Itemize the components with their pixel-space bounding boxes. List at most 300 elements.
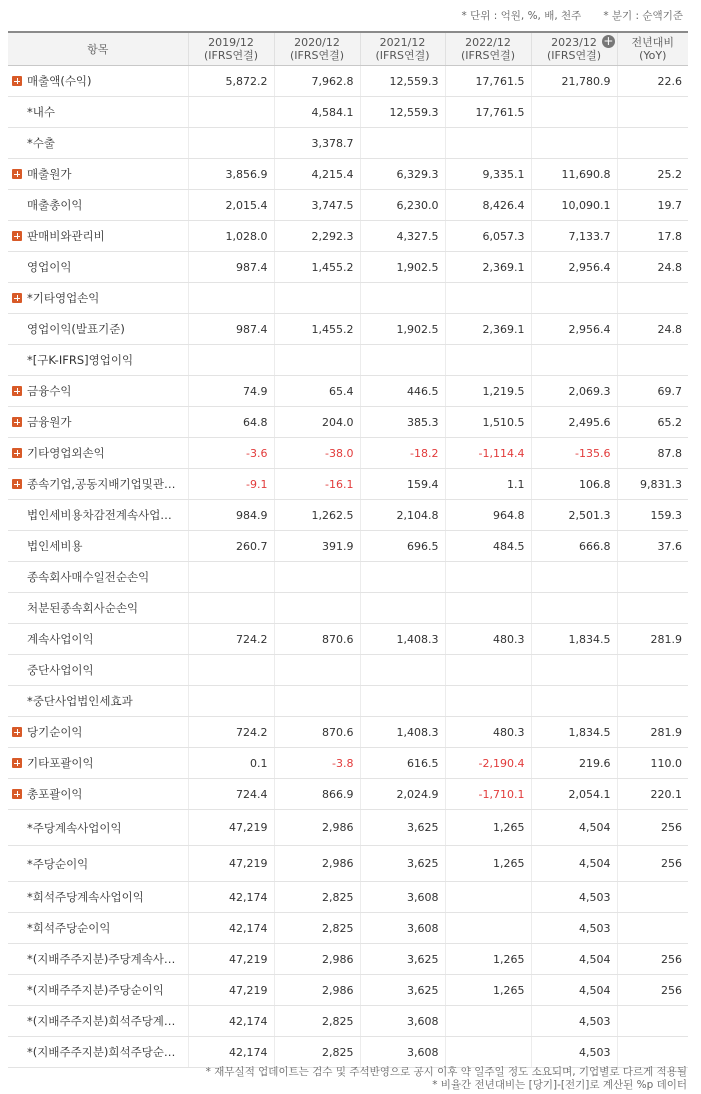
value-cell: 2,369.1	[445, 314, 531, 345]
table-row	[8, 748, 688, 779]
table-row	[8, 686, 688, 717]
value-cell	[617, 686, 688, 717]
value-cell: -38.0	[274, 438, 360, 469]
value-cell: 6,329.3	[360, 159, 445, 190]
value-cell	[445, 128, 531, 159]
row-label: *(지배주주지분)주당계속사…	[27, 952, 176, 966]
row-label-cell	[8, 810, 188, 846]
value-cell	[188, 562, 274, 593]
plus-square-icon[interactable]	[12, 479, 22, 489]
value-cell: 4,503	[531, 913, 617, 944]
table-row	[8, 159, 688, 190]
row-label: 기타포괄이익	[27, 756, 94, 770]
row-label-cell	[8, 562, 188, 593]
value-cell	[531, 283, 617, 314]
value-cell: 17.8	[617, 221, 688, 252]
value-cell	[445, 686, 531, 717]
value-cell: 1,902.5	[360, 314, 445, 345]
value-cell: 42,174	[188, 1006, 274, 1037]
row-label-cell	[8, 944, 188, 975]
row-label: *주당순이익	[27, 856, 89, 871]
value-cell: 2,054.1	[531, 779, 617, 810]
value-cell: 3,625	[360, 810, 445, 846]
row-label-cell	[8, 97, 188, 128]
value-cell: 2,956.4	[531, 314, 617, 345]
value-cell: -2,190.4	[445, 748, 531, 779]
value-cell: 47,219	[188, 810, 274, 846]
row-label: *수출	[27, 136, 55, 150]
plus-square-icon[interactable]	[12, 293, 22, 303]
value-cell	[617, 345, 688, 376]
value-cell: -1,710.1	[445, 779, 531, 810]
value-cell	[445, 882, 531, 913]
value-cell: 480.3	[445, 717, 531, 748]
value-cell: 42,174	[188, 1037, 274, 1068]
table-row	[8, 376, 688, 407]
row-label-cell[interactable]	[8, 66, 188, 97]
plus-square-icon[interactable]	[12, 76, 22, 86]
value-cell: 2,986	[274, 944, 360, 975]
row-label-cell[interactable]	[8, 159, 188, 190]
value-cell	[617, 128, 688, 159]
row-label: *희석주당순이익	[27, 921, 111, 935]
value-cell: 666.8	[531, 531, 617, 562]
value-cell: 47,219	[188, 975, 274, 1006]
value-cell: 87.8	[617, 438, 688, 469]
value-cell: 4,215.4	[274, 159, 360, 190]
value-cell: 74.9	[188, 376, 274, 407]
table-row	[8, 314, 688, 345]
table-row	[8, 624, 688, 655]
row-label: 기타영업외손익	[27, 446, 105, 460]
row-label-cell	[8, 500, 188, 531]
row-label: *주당계속사업이익	[27, 820, 122, 835]
value-cell: 4,327.5	[360, 221, 445, 252]
row-label-cell	[8, 913, 188, 944]
plus-circle-icon[interactable]: +	[603, 34, 614, 48]
value-cell	[617, 1006, 688, 1037]
row-label: *기타영업손익	[27, 291, 100, 305]
value-cell: 64.8	[188, 407, 274, 438]
value-cell	[445, 1006, 531, 1037]
row-label-cell[interactable]	[8, 779, 188, 810]
table-row	[8, 469, 688, 500]
value-cell: 1,455.2	[274, 314, 360, 345]
value-cell: 159.4	[360, 469, 445, 500]
table-row	[8, 779, 688, 810]
value-cell: 7,962.8	[274, 66, 360, 97]
value-cell: 37.6	[617, 531, 688, 562]
value-cell: 1,265	[445, 810, 531, 846]
value-cell	[188, 655, 274, 686]
value-cell: 1,028.0	[188, 221, 274, 252]
value-cell: 8,426.4	[445, 190, 531, 221]
row-label: 당기순이익	[27, 725, 83, 739]
value-cell: -18.2	[360, 438, 445, 469]
plus-square-icon[interactable]	[12, 417, 22, 427]
value-cell: 256	[617, 944, 688, 975]
value-cell	[188, 686, 274, 717]
value-cell: 3,608	[360, 1006, 445, 1037]
value-cell: 204.0	[274, 407, 360, 438]
plus-square-icon[interactable]	[12, 789, 22, 799]
value-cell	[445, 1037, 531, 1068]
value-cell: 1,408.3	[360, 624, 445, 655]
row-label: *내수	[27, 105, 55, 119]
value-cell: 12,559.3	[360, 66, 445, 97]
row-label-cell	[8, 1006, 188, 1037]
value-cell: 3,747.5	[274, 190, 360, 221]
unit-note: * 단위 : 억원, %, 배, 천주	[461, 10, 582, 22]
row-label: 총포괄이익	[27, 787, 83, 801]
value-cell: 1,834.5	[531, 624, 617, 655]
value-cell	[360, 283, 445, 314]
row-label-cell[interactable]	[8, 438, 188, 469]
value-cell	[360, 686, 445, 717]
value-cell: 1,265	[445, 944, 531, 975]
value-cell: 724.2	[188, 624, 274, 655]
table-row	[8, 66, 688, 97]
value-cell: 2,292.3	[274, 221, 360, 252]
value-cell	[360, 345, 445, 376]
value-cell: 1,902.5	[360, 252, 445, 283]
value-cell: 65.4	[274, 376, 360, 407]
value-cell: 24.8	[617, 252, 688, 283]
value-cell: 385.3	[360, 407, 445, 438]
row-label: 매출액(수익)	[27, 74, 92, 88]
value-cell: 2,825	[274, 882, 360, 913]
value-cell: 110.0	[617, 748, 688, 779]
row-label-cell	[8, 1037, 188, 1068]
row-label-cell[interactable]	[8, 748, 188, 779]
value-cell: -1,114.4	[445, 438, 531, 469]
table-row	[8, 810, 688, 846]
value-cell: 4,504	[531, 944, 617, 975]
value-cell	[445, 913, 531, 944]
value-cell: 12,559.3	[360, 97, 445, 128]
plus-square-icon[interactable]	[12, 727, 22, 737]
value-cell: 42,174	[188, 882, 274, 913]
value-cell: 47,219	[188, 846, 274, 882]
value-cell	[531, 686, 617, 717]
value-cell: 1,219.5	[445, 376, 531, 407]
value-cell: 256	[617, 975, 688, 1006]
row-label: *(지배주주지분)희석주당계…	[27, 1014, 176, 1028]
value-cell: 219.6	[531, 748, 617, 779]
row-label-cell	[8, 882, 188, 913]
value-cell	[445, 283, 531, 314]
value-cell: 11,690.8	[531, 159, 617, 190]
footnote-yoy: * 비율간 전년대비는 [당기]-[전기]로 계산된 %p 데이터	[432, 1079, 687, 1091]
value-cell: 42,174	[188, 913, 274, 944]
header-col-2023: 2023/12 + (IFRS연결)	[531, 32, 617, 66]
row-label: 종속회사매수일전순손익	[27, 570, 150, 584]
header-col-2019: 2019/12 (IFRS연결)	[188, 32, 274, 66]
table-row	[8, 717, 688, 748]
table-row	[8, 531, 688, 562]
row-label: *희석주당계속사업이익	[27, 890, 144, 904]
row-label: 금융원가	[27, 415, 72, 429]
value-cell: 3,378.7	[274, 128, 360, 159]
row-label-cell	[8, 686, 188, 717]
value-cell	[531, 562, 617, 593]
value-cell: 281.9	[617, 717, 688, 748]
value-cell: 4,504	[531, 846, 617, 882]
value-cell: 2,986	[274, 975, 360, 1006]
value-cell: 3,856.9	[188, 159, 274, 190]
value-cell	[445, 345, 531, 376]
row-label-cell	[8, 190, 188, 221]
row-label: 영업이익(발표기준)	[27, 322, 125, 336]
value-cell: 4,503	[531, 882, 617, 913]
value-cell: -9.1	[188, 469, 274, 500]
row-label: 종속기업,공동지배기업및관…	[27, 477, 176, 491]
value-cell: 2,986	[274, 810, 360, 846]
table-row	[8, 1006, 688, 1037]
value-cell	[274, 593, 360, 624]
value-cell	[531, 97, 617, 128]
value-cell: 2,956.4	[531, 252, 617, 283]
value-cell: 2,015.4	[188, 190, 274, 221]
row-label: 계속사업이익	[27, 632, 94, 646]
value-cell: 484.5	[445, 531, 531, 562]
value-cell: 6,057.3	[445, 221, 531, 252]
value-cell	[274, 655, 360, 686]
row-label-cell[interactable]	[8, 717, 188, 748]
row-label: 영업이익	[27, 260, 72, 274]
plus-square-icon[interactable]	[12, 169, 22, 179]
table-row	[8, 345, 688, 376]
row-label: 처분된종속회사순손익	[27, 601, 139, 615]
row-label-cell[interactable]	[8, 407, 188, 438]
value-cell: 984.9	[188, 500, 274, 531]
value-cell	[274, 345, 360, 376]
value-cell	[531, 593, 617, 624]
row-label: *(지배주주지분)주당순이익	[27, 983, 164, 997]
value-cell: 0.1	[188, 748, 274, 779]
table-row	[8, 562, 688, 593]
header-col-yoy: 전년대비 (YoY)	[617, 32, 688, 66]
row-label: 금융수익	[27, 384, 72, 398]
value-cell: 19.7	[617, 190, 688, 221]
table-row	[8, 438, 688, 469]
row-label-cell	[8, 531, 188, 562]
value-cell: 281.9	[617, 624, 688, 655]
table-body	[8, 66, 688, 1068]
value-cell	[188, 128, 274, 159]
value-cell: 696.5	[360, 531, 445, 562]
value-cell: 987.4	[188, 314, 274, 345]
value-cell: 3,608	[360, 882, 445, 913]
value-cell: 3,625	[360, 975, 445, 1006]
row-label-cell	[8, 345, 188, 376]
table-row	[8, 1037, 688, 1068]
value-cell	[445, 593, 531, 624]
table-row	[8, 882, 688, 913]
value-cell: 3,608	[360, 913, 445, 944]
value-cell: 2,825	[274, 1037, 360, 1068]
value-cell	[617, 913, 688, 944]
value-cell: 22.6	[617, 66, 688, 97]
value-cell	[617, 882, 688, 913]
value-cell	[531, 345, 617, 376]
value-cell: 256	[617, 810, 688, 846]
value-cell: 964.8	[445, 500, 531, 531]
row-label-cell	[8, 314, 188, 345]
row-label: 매출총이익	[27, 198, 83, 212]
value-cell: 2,825	[274, 913, 360, 944]
row-label: 판매비와관리비	[27, 229, 105, 243]
value-cell	[617, 97, 688, 128]
value-cell: 2,495.6	[531, 407, 617, 438]
value-cell: 17,761.5	[445, 97, 531, 128]
value-cell: 1,834.5	[531, 717, 617, 748]
table-row	[8, 593, 688, 624]
table-row	[8, 97, 688, 128]
table-row	[8, 252, 688, 283]
header-col-2021: 2021/12 (IFRS연결)	[360, 32, 445, 66]
value-cell: 866.9	[274, 779, 360, 810]
row-label-cell[interactable]	[8, 221, 188, 252]
row-label: 매출원가	[27, 167, 72, 181]
value-cell: 1,510.5	[445, 407, 531, 438]
row-label-cell	[8, 252, 188, 283]
value-cell	[445, 655, 531, 686]
value-cell	[445, 562, 531, 593]
row-label-cell[interactable]	[8, 376, 188, 407]
value-cell	[617, 593, 688, 624]
row-label: 법인세비용차감전계속사업…	[27, 508, 172, 522]
value-cell: 220.1	[617, 779, 688, 810]
value-cell: 17,761.5	[445, 66, 531, 97]
value-cell: 1,265	[445, 846, 531, 882]
value-cell: 4,504	[531, 810, 617, 846]
value-cell: 2,986	[274, 846, 360, 882]
row-label: 중단사업이익	[27, 663, 94, 677]
value-cell: 4,504	[531, 975, 617, 1006]
header-item: 항목	[8, 32, 188, 66]
value-cell: 2,104.8	[360, 500, 445, 531]
table-row	[8, 975, 688, 1006]
value-cell: 69.7	[617, 376, 688, 407]
row-label-cell	[8, 975, 188, 1006]
value-cell	[531, 655, 617, 686]
unit-notes	[440, 8, 683, 23]
table-row	[8, 500, 688, 531]
value-cell: 3,608	[360, 1037, 445, 1068]
value-cell: -135.6	[531, 438, 617, 469]
value-cell: 870.6	[274, 717, 360, 748]
value-cell: 616.5	[360, 748, 445, 779]
value-cell: 1.1	[445, 469, 531, 500]
table-row	[8, 407, 688, 438]
value-cell	[617, 1037, 688, 1068]
value-cell: 2,501.3	[531, 500, 617, 531]
value-cell	[188, 593, 274, 624]
value-cell: 4,503	[531, 1006, 617, 1037]
header-col-2020: 2020/12 (IFRS연결)	[274, 32, 360, 66]
value-cell: 65.2	[617, 407, 688, 438]
value-cell: 24.8	[617, 314, 688, 345]
row-label-cell[interactable]	[8, 283, 188, 314]
table-row	[8, 846, 688, 882]
value-cell: 9,335.1	[445, 159, 531, 190]
value-cell: 1,455.2	[274, 252, 360, 283]
plus-square-icon[interactable]	[12, 231, 22, 241]
row-label-cell	[8, 593, 188, 624]
value-cell	[617, 562, 688, 593]
row-label-cell	[8, 655, 188, 686]
period-note: * 분기 : 순액기준	[603, 10, 683, 22]
table-row	[8, 221, 688, 252]
row-label: *중단사업법인세효과	[27, 694, 133, 708]
value-cell: 106.8	[531, 469, 617, 500]
table-row	[8, 283, 688, 314]
value-cell: 2,369.1	[445, 252, 531, 283]
value-cell: 47,219	[188, 944, 274, 975]
plus-square-icon[interactable]	[12, 758, 22, 768]
value-cell: 1,408.3	[360, 717, 445, 748]
value-cell: 10,090.1	[531, 190, 617, 221]
header-col-2022: 2022/12 (IFRS연결)	[445, 32, 531, 66]
value-cell: 987.4	[188, 252, 274, 283]
value-cell: 391.9	[274, 531, 360, 562]
value-cell: 724.4	[188, 779, 274, 810]
row-label: *[구K-IFRS]영업이익	[27, 353, 134, 367]
footnotes	[206, 1066, 687, 1092]
table-header	[8, 32, 688, 66]
row-label-cell	[8, 128, 188, 159]
value-cell: 3,625	[360, 846, 445, 882]
value-cell: 256	[617, 846, 688, 882]
value-cell	[274, 686, 360, 717]
row-label-cell	[8, 846, 188, 882]
value-cell: 1,265	[445, 975, 531, 1006]
value-cell	[274, 283, 360, 314]
plus-square-icon[interactable]	[12, 448, 22, 458]
row-label-cell	[8, 624, 188, 655]
value-cell	[188, 283, 274, 314]
value-cell	[274, 562, 360, 593]
row-label: 법인세비용	[27, 539, 83, 553]
value-cell: 5,872.2	[188, 66, 274, 97]
value-cell	[188, 97, 274, 128]
table-row	[8, 128, 688, 159]
value-cell: 2,024.9	[360, 779, 445, 810]
table-row	[8, 944, 688, 975]
value-cell: 9,831.3	[617, 469, 688, 500]
value-cell	[360, 562, 445, 593]
row-label-cell[interactable]	[8, 469, 188, 500]
value-cell: -16.1	[274, 469, 360, 500]
value-cell: -3.6	[188, 438, 274, 469]
footnote-update: * 재무실적 업데이트는 검수 및 주석반영으로 공시 이후 약 일주일 정도 소요되며, 기업별로 다르게 적용될	[205, 1066, 687, 1078]
value-cell	[188, 345, 274, 376]
value-cell: 4,503	[531, 1037, 617, 1068]
plus-square-icon[interactable]	[12, 386, 22, 396]
value-cell	[360, 128, 445, 159]
value-cell: 3,625	[360, 944, 445, 975]
income-statement-table	[8, 31, 688, 1068]
table-row	[8, 190, 688, 221]
value-cell: 25.2	[617, 159, 688, 190]
value-cell: 2,069.3	[531, 376, 617, 407]
value-cell: 159.3	[617, 500, 688, 531]
value-cell: 870.6	[274, 624, 360, 655]
value-cell: 4,584.1	[274, 97, 360, 128]
value-cell: 446.5	[360, 376, 445, 407]
table-row	[8, 655, 688, 686]
